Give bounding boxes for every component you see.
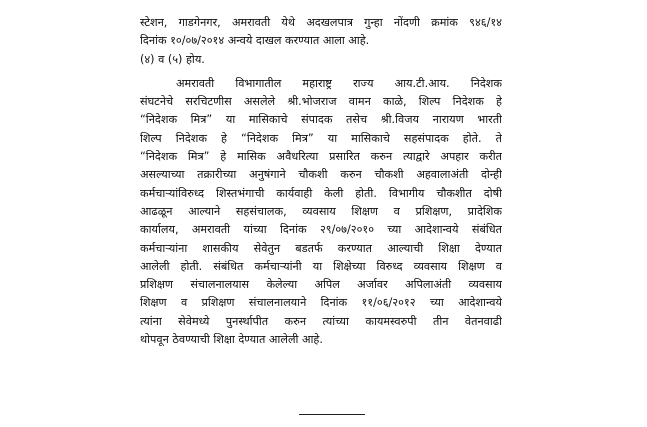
intro-paragraph	[140, 14, 502, 69]
text-line: असल्याच्या तक्रारीच्या अनुषंगाने चौकशी करुन चौकशी अहवालाअंती दोन्ही	[140, 168, 502, 182]
text-line: आलेली होती. संबंधित कर्मचाऱ्यांनी या शिक्षेच्या विरुध्द व्यवसाय शिक्षण व	[140, 259, 502, 273]
text-line: थोपवून ठेवण्याची शिक्षा देण्यात आलेली आहे.	[140, 333, 323, 347]
text-line: शिक्षण व प्रशिक्षण संचालनालयाने दिनांक ११/०६/२०१२ च्या आदेशान्वये	[140, 296, 502, 310]
text-line: “निदेशक मित्र” हे मासिक अवैधरित्या प्रसारित करुन त्याद्वारे अपहार करीत	[140, 150, 502, 164]
text-line: संघटनेचे सरचिटणीस असलेले श्री.भोजराज वामन काळे, शिल्प निदेशक हे	[140, 95, 502, 109]
text-line: कर्मचाऱ्यांविरुध्द शिस्तभंगाची कार्यवाही केली होती. विभागीय चौकशीत दोषी	[140, 186, 502, 200]
text-line: अमरावती विभागातील महाराष्ट्र राज्य आय.टी.आय. निदेशक	[176, 76, 502, 90]
text-line: शिल्प निदेशक हे “निदेशक मित्र” या मासिकाचे सहसंपादक होते. ते	[140, 131, 502, 145]
text-line: प्रशिक्षण संचालनालयास केलेल्या अपिल अर्जावर अपिलाअंती व्यवसाय	[140, 278, 502, 292]
document-body	[140, 14, 502, 349]
separator-line	[299, 414, 365, 415]
text-line: दिनांक १०/०७/२०१४ अन्वये दाखल करण्यात आला आहे.	[140, 34, 370, 48]
text-line: (४) व (५) होय.	[140, 52, 205, 66]
main-paragraph	[140, 75, 502, 349]
text-line: “निदेशक मित्र” या मासिकाचे संपादक तसेच श्री.विजय नारायण भारती	[140, 113, 502, 127]
text-line: स्टेशन, गाडगेनगर, अमरावती येथे अदखलपात्र गुन्हा नोंदणी क्रमांक ९४६/१४	[140, 16, 502, 29]
text-line: कर्मचाऱ्यांना शासकीय सेवेतुन बडतर्फ करण्यात आल्याची शिक्षा देण्यात	[140, 241, 502, 255]
text-line: त्यांना सेवेमध्ये पुनर्स्थापीत करुन त्यांच्या कायमस्वरुपी तीन वेतनवाढी	[140, 314, 502, 328]
text-line: आढळून आल्याने सहसंचालक, व्यवसाय शिक्षण व प्रशिक्षण, प्रादेशिक	[140, 204, 502, 218]
text-line: कार्यालय, अमरावती यांच्या दिनांक २९/०७/२०१० च्या आदेशान्वये संबंधित	[140, 223, 502, 237]
